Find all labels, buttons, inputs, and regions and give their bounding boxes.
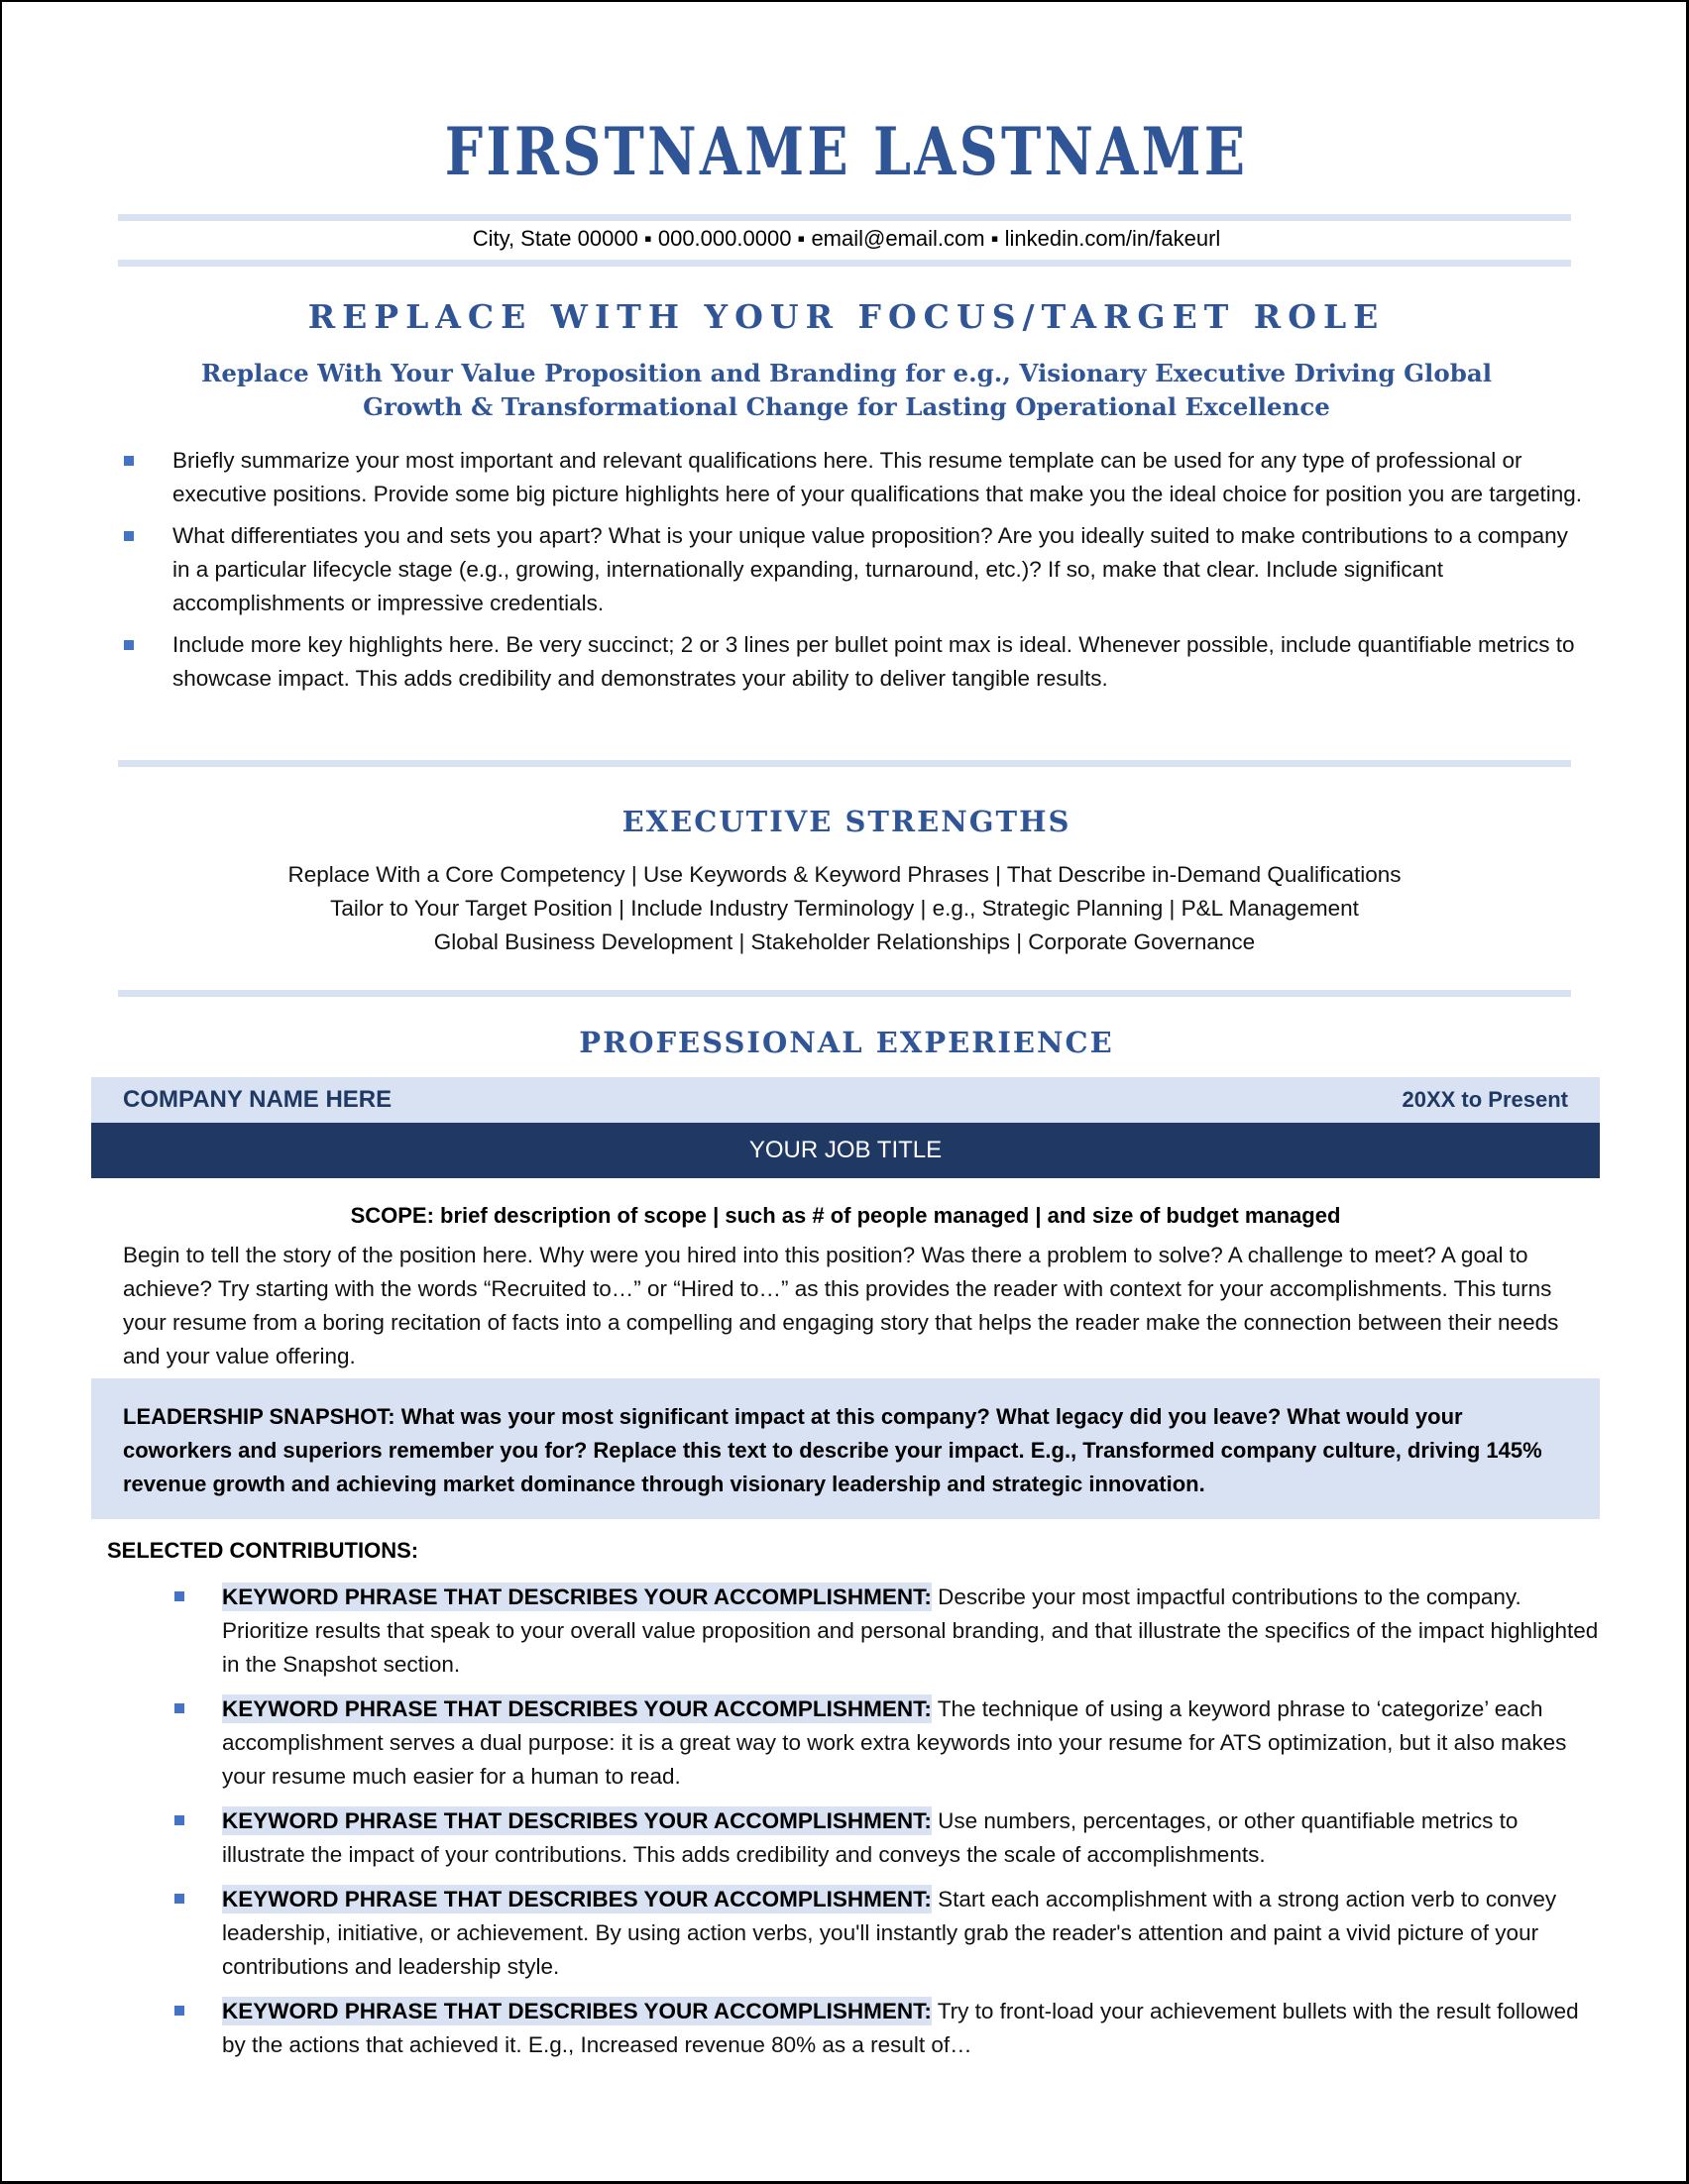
value-proposition <box>151 357 1542 424</box>
strengths-line: Global Business Development | Stakeholder Relationships | Corporate Governance <box>433 929 1256 954</box>
employment-dates: 20XX to Present <box>1402 1087 1568 1112</box>
summary-bullet-text: Briefly summarize your most important and relevant qualifications here. This resume template can be used for any type of professional or executive positions. Provide some big picture highlights here of your qualifications that make you the ideal choice for position you are targeting. <box>172 448 1583 506</box>
contribution-text: Start each accomplishment with a strong action verb to convey leadership, initiative, or achievement. By using action verbs, you'll instantly grab the reader's attention and paint a vivid picture of your contributions and leadership style. <box>222 1887 1557 1979</box>
keyword-phrase: KEYWORD PHRASE THAT DESCRIBES YOUR ACCOMPLISHMENT: <box>222 1999 932 2023</box>
contribution-item <box>172 1883 1600 1984</box>
leadership-snapshot-text: LEADERSHIP SNAPSHOT: What was your most significant impact at this company? What legacy did you leave? What would your coworkers and superiors remember you for? Replace this text to describe your impact. E.g., Transformed company culture, driving 145% revenue growth and achieving market dominance through visionary leadership and strategic innovation. <box>123 1404 1542 1496</box>
contributions-heading: SELECTED CONTRIBUTIONS: <box>107 1538 419 1563</box>
candidate-name: FIRSTNAME LASTNAME <box>444 113 1249 190</box>
square-bullet-icon <box>174 1894 184 1904</box>
contribution-item <box>172 1995 1600 2062</box>
contribution-text: Describe your most impactful contributions to the company. Prioritize results that speak to your overall value proposition and personal branding, and that illustrate the specifics of the impact highlighted in the Snapshot section. <box>222 1584 1599 1677</box>
strengths-line: Tailor to Your Target Position | Include Industry Terminology | e.g., Strategic Planning | P&L Management <box>330 896 1359 921</box>
company-header-bar <box>91 1077 1600 1123</box>
keyword-phrase: KEYWORD PHRASE THAT DESCRIBES YOUR ACCOMPLISHMENT: <box>222 1808 932 1833</box>
job-title: YOUR JOB TITLE <box>748 1137 943 1163</box>
divider-rule <box>118 760 1571 767</box>
summary-bullet <box>121 519 1588 620</box>
keyword-phrase: KEYWORD PHRASE THAT DESCRIBES YOUR ACCOMPLISHMENT: <box>222 1584 932 1609</box>
summary-bullet-text: What differentiates you and sets you apart? What is your unique value proposition? Are you ideally suited to make contributions to a company in a particular lifecycle stage (e.g., growing, internationally expanding, turnaround, etc.)? If so, make that clear. Include significant accomplishments or impressive credentials. <box>172 523 1568 615</box>
job-title-bar <box>91 1123 1600 1178</box>
scope-line: SCOPE: brief description of scope | such as # of people managed | and size of budget managed <box>350 1203 1341 1228</box>
contribution-item <box>172 1804 1600 1872</box>
keyword-phrase: KEYWORD PHRASE THAT DESCRIBES YOUR ACCOMPLISHMENT: <box>222 1887 932 1911</box>
position-story: Begin to tell the story of the position here. Why were you hired into this position? Was there a problem to solve? A challenge to meet? A goal to achieve? Try starting with the words “Recruited to…” or “Hired to…” as this provides the reader with context for your accomplishments. This turns your resume from a boring recitation of facts into a compelling and engaging story that helps the reader make the connection between their needs and your value offering. <box>123 1243 1559 1368</box>
summary-bullet <box>121 628 1588 696</box>
contribution-text: The technique of using a keyword phrase to ‘categorize’ each accomplishment serves a dual purpose: it is a great way to work extra keywords into your resume for ATS optimization, but it also makes your resume much easier for a human to read. <box>222 1696 1567 1789</box>
section-title-professional-experience: PROFESSIONAL EXPERIENCE <box>579 1026 1114 1059</box>
square-bullet-icon <box>174 2006 184 2016</box>
divider-rule <box>118 214 1571 221</box>
keyword-phrase: KEYWORD PHRASE THAT DESCRIBES YOUR ACCOMPLISHMENT: <box>222 1696 932 1721</box>
divider-rule <box>118 990 1571 997</box>
summary-bullet-text: Include more key highlights here. Be very succinct; 2 or 3 lines per bullet point max is ideal. Whenever possible, include quantifiable metrics to showcase impact. This adds credibility and demonstrates your ability to deliver tangible results. <box>172 632 1575 691</box>
divider-rule <box>118 260 1571 267</box>
square-bullet-icon <box>174 1815 184 1825</box>
square-bullet-icon <box>174 1703 184 1713</box>
value-proposition-line: Replace With Your Value Proposition and Branding for e.g., Visionary Executive Driving Global <box>200 359 1493 387</box>
value-proposition-line: Growth & Transformational Change for Lasting Operational Excellence <box>363 392 1330 421</box>
contributions-list <box>172 1581 1600 2073</box>
square-bullet-icon <box>174 1591 184 1601</box>
summary-bullets <box>121 444 1588 704</box>
leadership-snapshot-box <box>91 1378 1600 1519</box>
company-name: COMPANY NAME HERE <box>123 1086 393 1113</box>
strengths-line: Replace With a Core Competency | Use Keywords & Keyword Phrases | That Describe in-Demand Qualifications <box>287 862 1402 887</box>
contribution-item <box>172 1693 1600 1794</box>
square-bullet-icon <box>124 531 134 541</box>
square-bullet-icon <box>124 640 134 650</box>
section-title-executive-strengths: EXECUTIVE STRENGTHS <box>621 805 1071 838</box>
contribution-text: Try to front-load your achievement bullets with the result followed by the actions that achieved it. E.g., Increased revenue 80% as a result of… <box>222 1999 1579 2057</box>
strengths-list <box>118 858 1571 959</box>
square-bullet-icon <box>124 456 134 466</box>
contact-info: City, State 00000 ▪ 000.000.0000 ▪ email@email.com ▪ linkedin.com/in/fakeurl <box>472 226 1221 251</box>
summary-bullet <box>121 444 1588 511</box>
contribution-item <box>172 1581 1600 1682</box>
focus-role-title: REPLACE WITH YOUR FOCUS/TARGET ROLE <box>307 297 1386 336</box>
contribution-text: Use numbers, percentages, or other quantifiable metrics to illustrate the impact of your contributions. This adds credibility and conveys the scale of accomplishments. <box>222 1808 1519 1867</box>
